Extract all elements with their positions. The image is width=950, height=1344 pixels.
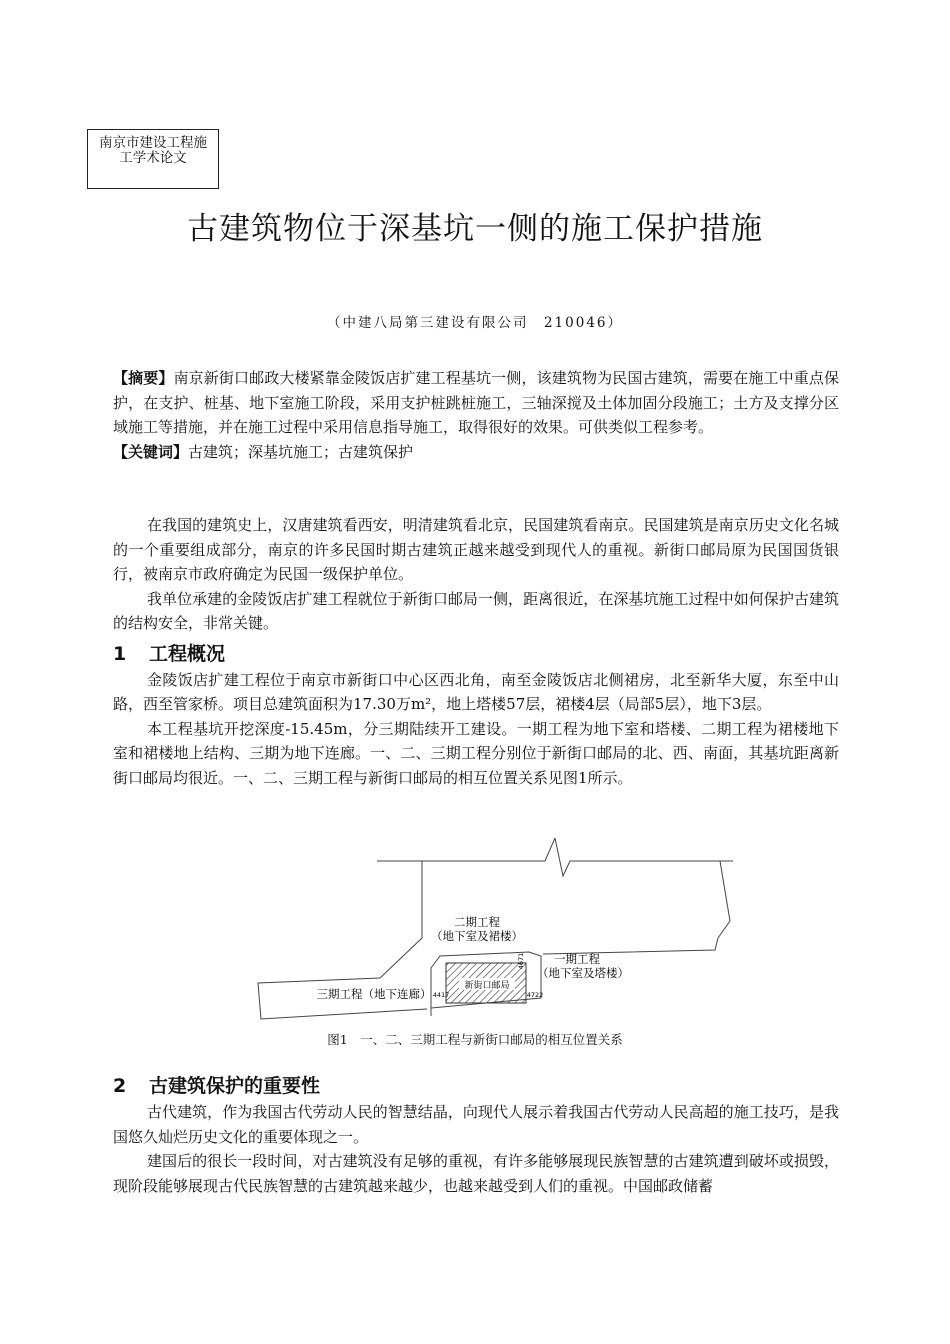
header-box: 南京市建设工程施工学术论文 xyxy=(87,129,219,189)
section-2-number: 2 xyxy=(113,1075,127,1097)
intro-paragraph-1: 在我国的建筑史上，汉唐建筑看西安，明清建筑看北京，民国建筑看南京。民国建筑是南京历史文化名城的一个重要组成部分，南京的许多民国时期古建筑正越来越受到现代人的重视。新街口邮局原为民国国货银行，被南京市政府确定为民国一级保护单位。 xyxy=(113,516,839,583)
phase-1-label: 一期工程 xyxy=(554,952,600,966)
phase-1-boundary xyxy=(543,861,730,954)
phase-2-sub-label: （地下室及裙楼） xyxy=(431,929,523,943)
section-1-heading xyxy=(113,640,839,668)
abstract-text: 南京新街口邮政大楼紧靠金陵饭店扩建工程基坑一侧，该建筑物为民国古建筑，需要在施工中重点保护，在支护、桩基、地下室施工阶段，采用支护桩跳桩施工，三轴深搅及土体加固分段施工；土方及支撑分区域施工等措施，并在施工过程中采用信息指导施工，取得很好的效果。可供类似工程参考。 xyxy=(113,369,839,436)
dimension-left: 4417 xyxy=(432,991,450,999)
phase-3-label: 三期工程（地下连廊） xyxy=(316,987,432,1001)
phase-2-label: 二期工程 xyxy=(454,915,500,929)
section-1-paragraph-1: 金陵饭店扩建工程位于南京市新街口中心区西北角，南至金陵饭店北侧裙房，北至新华大厦，东至中山路，西至管家桥。项目总建筑面积为17.30万m²，地上塔楼57层，裙楼4层（局部5层），地下3层。 xyxy=(113,670,839,713)
paper-title: 古建筑物位于深基坑一侧的施工保护措施 xyxy=(187,211,763,247)
section-2-paragraph-1: 古代建筑，作为我国古代劳动人民的智慧结晶，向现代人展示着我国古代劳动人民高超的施工技巧，是我国悠久灿烂历史文化的重要体现之一。 xyxy=(113,1103,839,1146)
keywords-label: 【关键词】 xyxy=(113,442,189,461)
intro-paragraph-2: 我单位承建的金陵饭店扩建工程就位于新街口邮局一侧，距离很近，在深基坑施工过程中如何保护古建筑的结构安全，非常关键。 xyxy=(113,589,839,632)
keywords-text: 古建筑；深基坑施工；古建筑保护 xyxy=(188,442,414,461)
keywords xyxy=(113,440,839,465)
section-1-number: 1 xyxy=(113,642,127,665)
section-2-title: 古建筑保护的重要性 xyxy=(149,1075,321,1097)
section-2-paragraph-2: 建国后的很长一段时间，对古建筑没有足够的重视，有许多能够展现民族智慧的古建筑遭到破坏或损毁，现阶段能够展现古代民族智慧的古建筑越来越少，也越来越受到人们的重视。中国邮政储蓄 xyxy=(113,1152,839,1195)
dimension-right: 4722 xyxy=(526,991,544,999)
section-1-paragraph-2: 本工程基坑开挖深度-15.45m，分三期陆续开工建设。一期工程为地下室和塔楼、二期工程为裙楼地下室和裙楼地上结构、三期为地下连廊。一、二、三期工程分别位于新街口邮局的北、西、南面，其基坑距离新街口邮局均很近。一、二、三期工程与新街口邮局的相互位置关系见图1所示。 xyxy=(113,719,839,787)
section-2-block xyxy=(113,1072,839,1198)
dimension-top: 4671 xyxy=(517,952,525,970)
post-office-label: 新街口邮局 xyxy=(464,981,510,991)
phase-1-sub-label: （地下室及塔楼） xyxy=(537,966,629,980)
affiliation: （中建八局第三建设有限公司 210046） xyxy=(326,315,624,331)
intro-block xyxy=(113,513,839,790)
section-2-heading xyxy=(113,1072,839,1100)
abstract-label: 【摘要】 xyxy=(113,369,174,387)
road-line xyxy=(377,838,733,876)
section-1-title: 工程概况 xyxy=(149,642,226,665)
abstract xyxy=(113,366,839,440)
figure-caption: 图1 一、二、三期工程与新街口邮局的相互位置关系 xyxy=(327,1032,623,1047)
abstract-block xyxy=(113,366,839,464)
site-plan-figure xyxy=(255,838,740,1028)
